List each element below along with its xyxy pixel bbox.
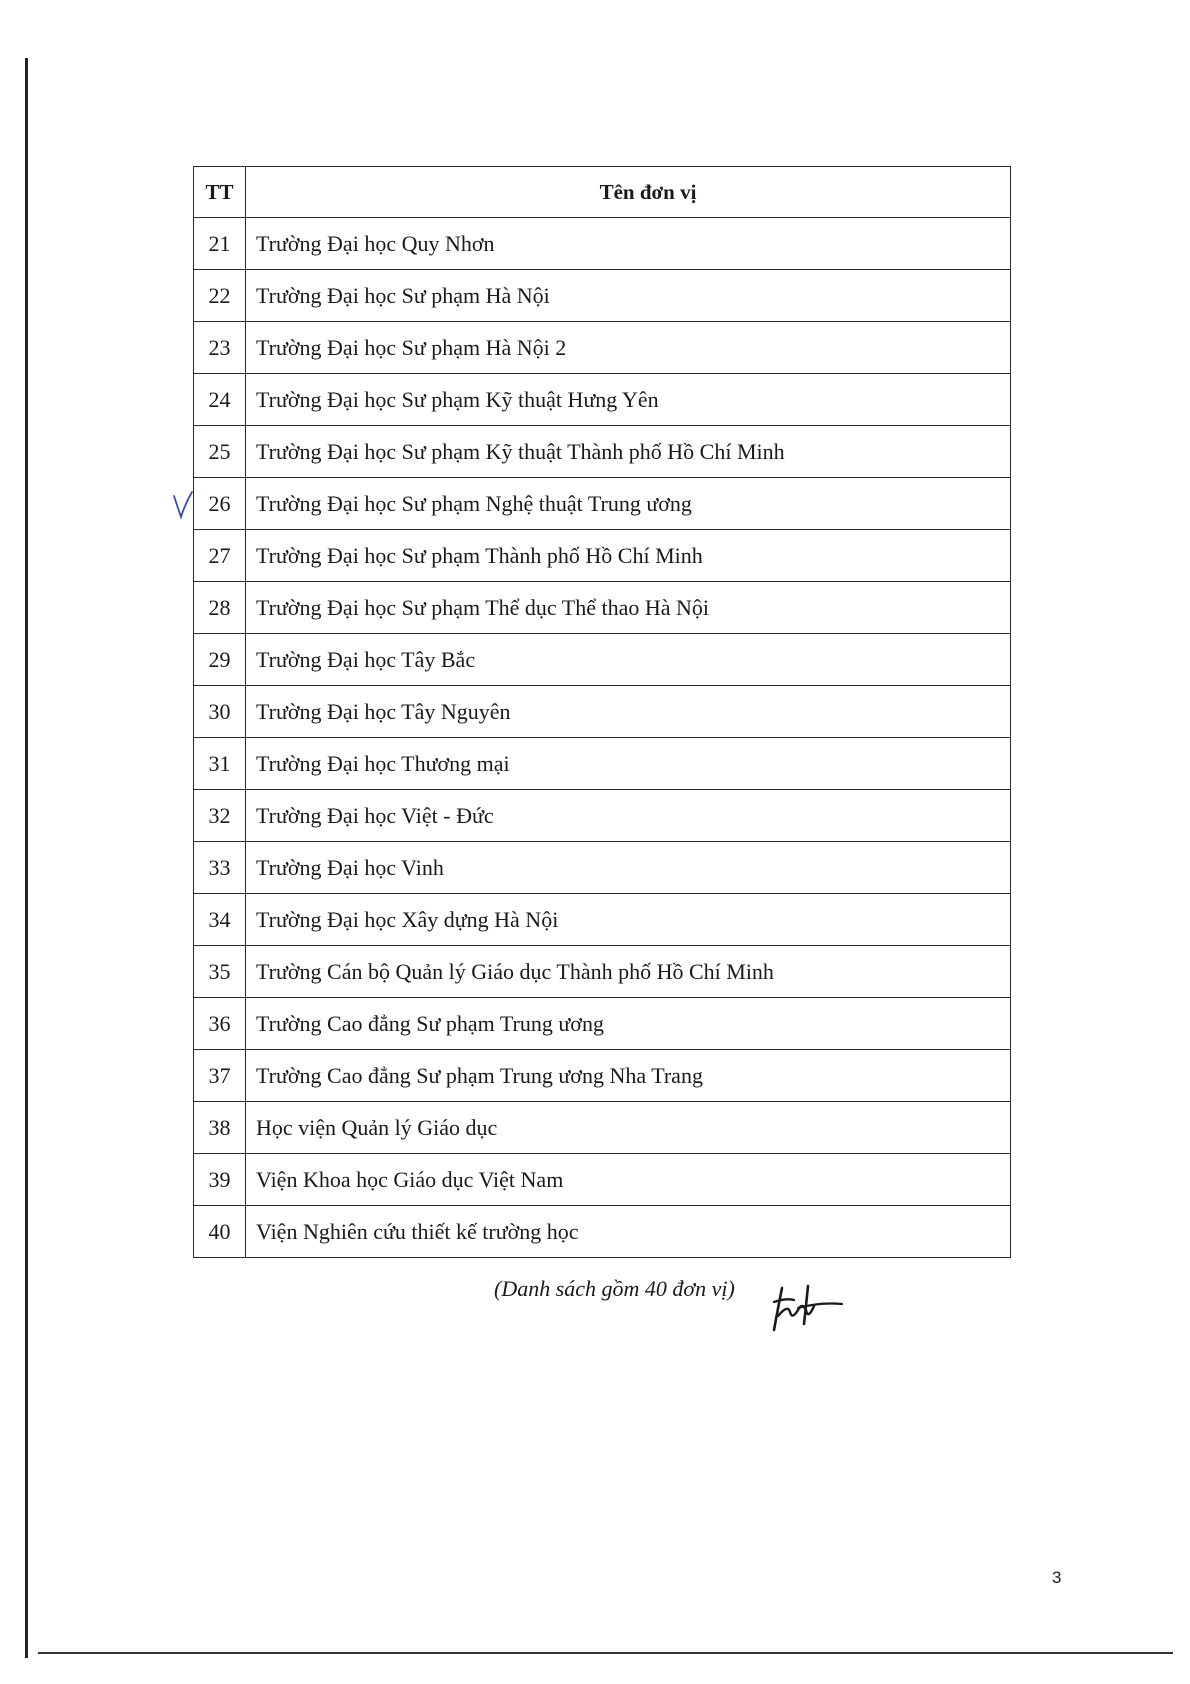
row-number: 36 [194,998,246,1050]
table-row [194,1102,1011,1154]
table-row [194,790,1011,842]
unit-name: Trường Đại học Sư phạm Hà Nội [246,270,1011,322]
table-body [194,218,1011,1258]
row-number: 24 [194,374,246,426]
row-number: 22 [194,270,246,322]
handwritten-check-icon [172,490,194,520]
list-total-note: (Danh sách gồm 40 đơn vị) [494,1276,735,1301]
table-row [194,634,1011,686]
row-number: 38 [194,1102,246,1154]
table-row [194,1154,1011,1206]
unit-name: Trường Cao đẳng Sư phạm Trung ương Nha Trang [246,1050,1011,1102]
table-row [194,1050,1011,1102]
unit-name: Trường Đại học Sư phạm Kỹ thuật Thành phố Hồ Chí Minh [246,426,1011,478]
row-number: 26 [194,478,246,530]
table-row [194,894,1011,946]
row-number: 29 [194,634,246,686]
unit-name: Viện Nghiên cứu thiết kế trường học [246,1206,1011,1258]
unit-name: Trường Đại học Tây Nguyên [246,686,1011,738]
unit-name: Viện Khoa học Giáo dục Việt Nam [246,1154,1011,1206]
row-number: 34 [194,894,246,946]
row-number: 27 [194,530,246,582]
unit-name: Trường Đại học Xây dựng Hà Nội [246,894,1011,946]
table-row [194,686,1011,738]
scan-left-edge [25,58,28,1658]
table-row [194,270,1011,322]
table-row [194,374,1011,426]
table-row [194,478,1011,530]
row-number: 35 [194,946,246,998]
signature-icon [768,1280,848,1340]
page-number: 3 [1052,1568,1062,1587]
row-number: 33 [194,842,246,894]
unit-name: Trường Đại học Tây Bắc [246,634,1011,686]
column-header-name: Tên đơn vị [246,167,1011,218]
table-row [194,218,1011,270]
table-row [194,1206,1011,1258]
table-row [194,842,1011,894]
unit-name: Trường Đại học Vinh [246,842,1011,894]
row-number: 32 [194,790,246,842]
row-number: 39 [194,1154,246,1206]
table-row [194,946,1011,998]
unit-name: Trường Đại học Thương mại [246,738,1011,790]
table-row [194,426,1011,478]
unit-name: Trường Đại học Sư phạm Thể dục Thể thao Hà Nội [246,582,1011,634]
column-header-tt: TT [194,167,246,218]
table-row [194,530,1011,582]
row-number: 25 [194,426,246,478]
unit-name: Trường Đại học Sư phạm Hà Nội 2 [246,322,1011,374]
row-number: 23 [194,322,246,374]
unit-name: Trường Cao đẳng Sư phạm Trung ương [246,998,1011,1050]
unit-name: Trường Cán bộ Quản lý Giáo dục Thành phố Hồ Chí Minh [246,946,1011,998]
unit-name: Trường Đại học Quy Nhơn [246,218,1011,270]
row-number: 30 [194,686,246,738]
unit-name: Học viện Quản lý Giáo dục [246,1102,1011,1154]
scan-bottom-edge [38,1652,1173,1654]
unit-name: Trường Đại học Sư phạm Kỹ thuật Hưng Yên [246,374,1011,426]
row-number: 31 [194,738,246,790]
table-row [194,322,1011,374]
unit-name: Trường Đại học Sư phạm Thành phố Hồ Chí Minh [246,530,1011,582]
table-header-row [194,167,1011,218]
table-row [194,998,1011,1050]
row-number: 40 [194,1206,246,1258]
row-number: 28 [194,582,246,634]
unit-list-table [193,166,1011,1258]
unit-name: Trường Đại học Sư phạm Nghệ thuật Trung ương [246,478,1011,530]
row-number: 21 [194,218,246,270]
table-row [194,582,1011,634]
table-row [194,738,1011,790]
unit-name: Trường Đại học Việt - Đức [246,790,1011,842]
row-number: 37 [194,1050,246,1102]
